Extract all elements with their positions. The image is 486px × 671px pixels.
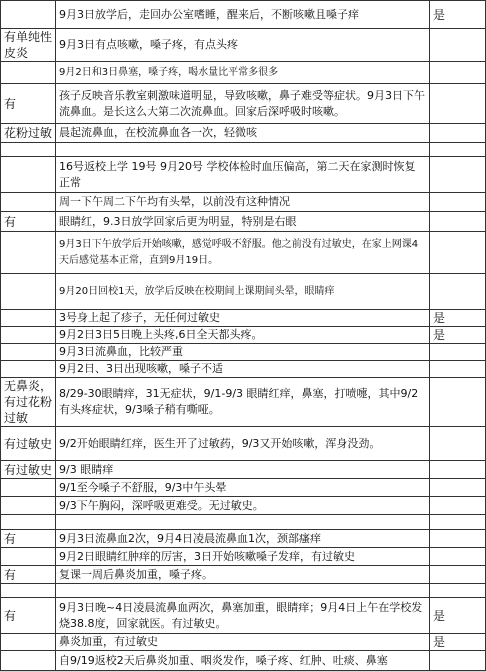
symptom-cell: 16号返校上学 19号 9月20号 学校体检时血压偏高，第二天在家测时恢复正常 xyxy=(56,157,430,193)
flag-cell xyxy=(429,530,485,548)
history-cell xyxy=(1,548,56,566)
history-cell: 有 xyxy=(1,530,56,548)
table-row xyxy=(1,598,486,634)
flag-cell xyxy=(429,584,485,598)
symptom-cell: 自9/19返校2天后鼻炎加重、咽炎发作，嗓子疼、红肿、吐痰、鼻塞 xyxy=(56,651,430,671)
table-row xyxy=(1,327,486,344)
flag-cell xyxy=(429,193,485,212)
flag-cell: 是 xyxy=(429,327,485,344)
flag-cell xyxy=(429,232,485,274)
history-cell xyxy=(1,193,56,212)
history-cell: 有 xyxy=(1,212,56,232)
history-cell xyxy=(1,310,56,327)
symptom-cell: 9月3日放学后，走回办公室嗜睡，醒来后，不断咳嗽且嗓子痒 xyxy=(56,1,430,29)
symptom-cell: 9月2日和3日鼻塞，嗓子疼，喝水量比平常多很多 xyxy=(56,62,430,84)
history-cell: 有 xyxy=(1,598,56,634)
history-cell xyxy=(1,1,56,29)
table-row xyxy=(1,157,486,193)
flag-cell xyxy=(429,548,485,566)
flag-cell xyxy=(429,143,485,157)
symptom-cell: 9/3 眼睛痒 xyxy=(56,461,430,479)
table-row xyxy=(1,634,486,651)
table-row xyxy=(1,479,486,497)
symptom-cell: 9月2日、3日出现咳嗽，嗓子不适 xyxy=(56,361,430,378)
flag-cell xyxy=(429,427,485,461)
history-cell xyxy=(1,479,56,497)
history-cell xyxy=(1,634,56,651)
table-row xyxy=(1,232,486,274)
history-cell: 有过敏史 xyxy=(1,461,56,479)
symptom-cell xyxy=(56,143,430,157)
history-cell xyxy=(1,157,56,193)
flag-cell xyxy=(429,84,485,124)
table-row xyxy=(1,548,486,566)
flag-cell xyxy=(429,361,485,378)
table-row xyxy=(1,427,486,461)
history-cell xyxy=(1,515,56,530)
history-cell: 花粉过敏 xyxy=(1,124,56,143)
flag-cell xyxy=(429,497,485,515)
flag-cell xyxy=(429,29,485,62)
symptom-cell: 鼻炎加重，有过敏史 xyxy=(56,634,430,651)
symptom-cell xyxy=(56,584,430,598)
flag-cell xyxy=(429,274,485,310)
history-cell: 无鼻炎，有过花粉过敏 xyxy=(1,378,56,427)
symptom-cell: 9月3日下午放学后开始咳嗽，感觉呼吸不舒服。他之前没有过敏史，在家上网课4天后感觉基本正常，直到9月19日。 xyxy=(56,232,430,274)
flag-cell xyxy=(429,62,485,84)
table-row xyxy=(1,1,486,29)
symptom-cell: 9月20日回校1天，放学后反映在校期间上课期间头晕，眼睛痒 xyxy=(56,274,430,310)
symptom-cell: 复课一周后鼻炎加重，嗓子疼。 xyxy=(56,566,430,584)
history-cell xyxy=(1,143,56,157)
table-row xyxy=(1,497,486,515)
symptom-cell: 晨起流鼻血，在校流鼻血各一次，轻微咳 xyxy=(56,124,430,143)
history-cell: 有 xyxy=(1,84,56,124)
symptom-cell: 眼睛红，9.3日放学回家后更为明显，特别是右眼 xyxy=(56,212,430,232)
history-cell xyxy=(1,361,56,378)
history-cell: 有过敏史 xyxy=(1,427,56,461)
table-row xyxy=(1,212,486,232)
symptom-cell: 周一下午周二下午均有头晕，以前没有这种情况 xyxy=(56,193,430,212)
table-row xyxy=(1,62,486,84)
symptom-cell: 9/1至今嗓子不舒服，9/3中午头晕 xyxy=(56,479,430,497)
flag-cell xyxy=(429,157,485,193)
table-row xyxy=(1,515,486,530)
table-row xyxy=(1,344,486,361)
symptom-cell: 9月2日3日5日晚上头疼,6日全天都头疼。 xyxy=(56,327,430,344)
flag-cell xyxy=(429,479,485,497)
flag-cell: 是 xyxy=(429,598,485,634)
flag-cell: 是 xyxy=(429,634,485,651)
table-row xyxy=(1,584,486,598)
history-cell xyxy=(1,497,56,515)
history-cell xyxy=(1,344,56,361)
flag-cell xyxy=(429,461,485,479)
table-row xyxy=(1,310,486,327)
symptom-cell: 9/3下午胸闷，深呼吸更难受。无过敏史。 xyxy=(56,497,430,515)
symptom-cell: 9/2开始眼睛红痒，医生开了过敏药，9/3又开始咳嗽，浑身没劲。 xyxy=(56,427,430,461)
table-row xyxy=(1,566,486,584)
history-cell xyxy=(1,62,56,84)
flag-cell xyxy=(429,566,485,584)
symptom-cell: 8/29-30眼睛痒，31无症状，9/1-9/3 眼睛红痒，鼻塞，打喷嚏，其中9/2有头疼症状，9/3嗓子稍有嘶哑。 xyxy=(56,378,430,427)
flag-cell xyxy=(429,212,485,232)
table-row xyxy=(1,461,486,479)
history-cell: 有单纯性皮炎 xyxy=(1,29,56,62)
history-cell xyxy=(1,584,56,598)
flag-cell: 是 xyxy=(429,310,485,327)
history-cell xyxy=(1,327,56,344)
flag-cell xyxy=(429,344,485,361)
table-row xyxy=(1,361,486,378)
symptom-cell xyxy=(56,515,430,530)
symptom-cell: 9月3日晚~4日凌晨流鼻血两次，鼻塞加重，眼睛痒；9月4日上午在学校发烧38.8度，回家就医。有过敏史。 xyxy=(56,598,430,634)
flag-cell xyxy=(429,124,485,143)
history-cell: 有 xyxy=(1,566,56,584)
table-row xyxy=(1,193,486,212)
history-cell xyxy=(1,274,56,310)
symptom-cell: 孩子反映音乐教室刺激味道明显，导致咳嗽，鼻子难受等症状。9月3日下午流鼻血。是长这么大第二次流鼻血。回家后深呼吸时咳嗽。 xyxy=(56,84,430,124)
table-row xyxy=(1,124,486,143)
table-row xyxy=(1,29,486,62)
flag-cell xyxy=(429,515,485,530)
symptom-cell: 3号身上起了疹子，无任何过敏史 xyxy=(56,310,430,327)
table-row xyxy=(1,84,486,124)
table-row xyxy=(1,651,486,671)
flag-cell xyxy=(429,378,485,427)
symptom-cell: 9月3日流鼻血，比较严重 xyxy=(56,344,430,361)
symptom-cell: 9月2日眼睛红肿痒的厉害，3日开始咳嗽嗓子发痒，有过敏史 xyxy=(56,548,430,566)
table-row xyxy=(1,378,486,427)
history-cell xyxy=(1,651,56,671)
flag-cell: 是 xyxy=(429,1,485,29)
symptom-cell: 9月3日流鼻血2次，9月4日凌晨流鼻血1次，颈部瘙痒 xyxy=(56,530,430,548)
history-cell xyxy=(1,232,56,274)
table-row xyxy=(1,530,486,548)
symptom-cell: 9月3日有点咳嗽，嗓子疼，有点头疼 xyxy=(56,29,430,62)
table-row xyxy=(1,274,486,310)
flag-cell xyxy=(429,651,485,671)
table-row xyxy=(1,143,486,157)
